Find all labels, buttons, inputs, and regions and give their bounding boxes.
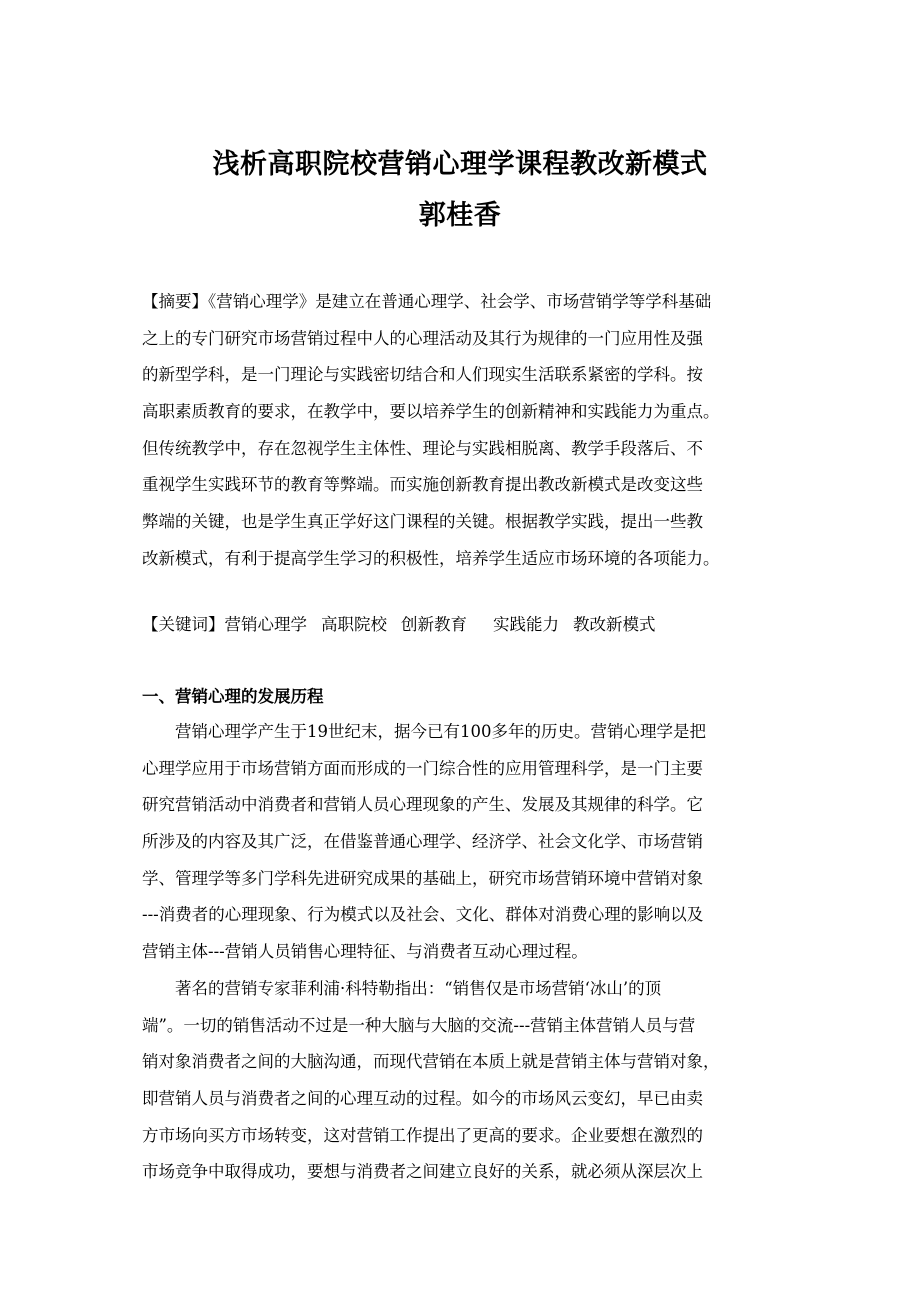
document-title: 浅析高职院校营销心理学课程教改新模式 <box>212 149 708 180</box>
paragraph-line: 销对象消费者之间的大脑沟通，而现代营销在本质上就是营销主体与营销对象， <box>142 1052 720 1072</box>
keywords-label: 【关键词】 <box>142 615 225 634</box>
paragraph-2 <box>142 971 782 1191</box>
keyword-item: 高职院校 <box>321 615 387 634</box>
paragraph-line: 市场竞争中取得成功，要想与消费者之间建立良好的关系，就必须从深层次上 <box>142 1162 703 1182</box>
abstract-line: 之上的专门研究市场营销过程中人的心理活动及其行为规律的一门应用性及强 <box>142 328 703 348</box>
keyword-item: 教改新模式 <box>573 615 656 634</box>
section-heading: 一、营销心理的发展历程 <box>142 687 324 706</box>
paragraph-line: ---消费者的心理现象、行为模式以及社会、文化、群体对消费心理的影响以及 <box>142 905 704 925</box>
paragraph-line: 学、管理学等多门学科先进研究成果的基础上，研究市场营销环境中营销对象 <box>142 868 703 888</box>
keyword-item: 营销心理学 <box>224 615 307 634</box>
abstract <box>142 284 782 578</box>
keywords-line <box>142 607 782 644</box>
abstract-line: 高职素质教育的要求，在教学中，要以培养学生的创新精神和实践能力为重点。 <box>142 402 720 422</box>
abstract-line: 的新型学科，是一门理论与实践密切结合和人们现实生活联系紧密的学科。按 <box>142 365 703 385</box>
keywords <box>142 607 782 644</box>
paragraph-line: 研究营销活动中消费者和营销人员心理现象的产生、发展及其规律的科学。它 <box>142 795 703 815</box>
paragraph-line: 著名的营销专家菲利浦·科特勒指出：“销售仅是市场营销‘冰山’的顶 <box>175 979 662 998</box>
abstract-line: 改新模式，有利于提高学生学习的积极性，培养学生适应市场环境的各项能力。 <box>142 548 720 568</box>
paragraph-1 <box>142 714 782 971</box>
document-author: 郭桂香 <box>418 200 502 231</box>
keyword-item: 实践能力 <box>493 615 559 634</box>
keyword-item: 创新教育 <box>401 615 467 634</box>
paragraph-line: 端”。一切的销售活动不过是一种大脑与大脑的交流---营销主体营销人员与营 <box>142 1015 696 1035</box>
abstract-line: 【摘要】《营销心理学》是建立在普通心理学、社会学、市场营销学等学科基础 <box>142 292 712 311</box>
paragraph-line: 即营销人员与消费者之间的心理互动的过程。如今的市场风云变幻，早已由卖 <box>142 1089 703 1109</box>
paragraph-line: 所涉及的内容及其广泛，在借鉴普通心理学、经济学、社会文化学、市场营销 <box>142 832 703 852</box>
paragraph-line: 方市场向买方市场转变，这对营销工作提出了更高的要求。企业要想在激烈的 <box>142 1125 703 1145</box>
abstract-line: 弊端的关键，也是学生真正学好这门课程的关键。根据教学实践，提出一些教 <box>142 512 703 532</box>
abstract-line: 但传统教学中，存在忽视学生主体性、理论与实践相脱离、教学手段落后、不 <box>142 438 703 458</box>
abstract-line: 重视学生实践环节的教育等弊端。而实施创新教育提出教改新模式是改变这些 <box>142 475 703 495</box>
paragraph-line: 营销心理学产生于19世纪末，据今已有100多年的历史。营销心理学是把 <box>175 722 706 741</box>
paragraph-line: 营销主体---营销人员销售心理特征、与消费者互动心理过程。 <box>142 942 588 962</box>
paragraph-line: 心理学应用于市场营销方面而形成的一门综合性的应用管理科学，是一门主要 <box>142 758 703 778</box>
